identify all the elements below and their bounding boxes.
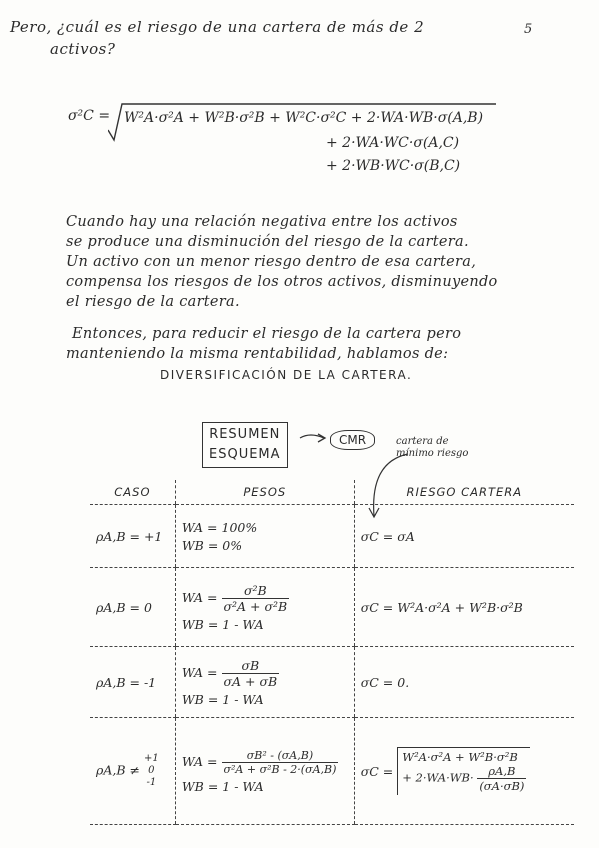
weight-fraction-line bbox=[182, 583, 348, 614]
formula-radicand-line-3: + 2·WB·WC·σ(B,C) bbox=[326, 158, 461, 174]
header-riesgo-cartera: RIESGO CARTERA bbox=[354, 480, 574, 505]
paragraph-1-line: el riesgo de la cartera. bbox=[66, 294, 240, 310]
diversification-heading: DIVERSIFICACIÓN DE LA CARTERA. bbox=[160, 368, 413, 382]
fraction-denominator: σ²A + σ²B bbox=[223, 598, 288, 614]
table-header-row bbox=[90, 480, 574, 505]
case-cell: ρA,B = -1 bbox=[90, 647, 175, 718]
risk-fraction bbox=[477, 764, 526, 793]
case-values bbox=[144, 753, 159, 789]
weight-lhs: WA = bbox=[181, 589, 218, 605]
paragraph-2-line: manteniendo la misma rentabilidad, hablamos de: bbox=[66, 346, 449, 362]
risk-line-1: W²A·σ²A + W²B·σ²B bbox=[402, 750, 518, 764]
paragraph-1-line: Cuando hay una relación negativa entre los activos bbox=[66, 214, 458, 230]
fraction-numerator: ρA,B bbox=[477, 764, 526, 779]
weight-line: WB = 1 - WA bbox=[181, 616, 264, 632]
risk-sqrt bbox=[397, 747, 530, 795]
weights-cell bbox=[175, 568, 354, 647]
paragraph-1-line: Un activo con un menor riesgo dentro de esa cartera, bbox=[66, 254, 477, 270]
formula-radicand-line-2: + 2·WA·WC·σ(A,C) bbox=[326, 135, 460, 151]
summary-label-line-2: ESQUEMA bbox=[209, 447, 281, 462]
paragraph-2 bbox=[66, 324, 586, 364]
fraction-numerator: σB bbox=[222, 658, 280, 674]
case-prefix: ρA,B ≠ bbox=[96, 762, 140, 778]
risk-lhs: σC = bbox=[360, 763, 394, 779]
table-row bbox=[90, 718, 574, 825]
weight-line: WB = 1 - WA bbox=[181, 778, 264, 794]
header-pesos: PESOS bbox=[175, 480, 354, 505]
cmr-note-line-2: mínimo riesgo bbox=[396, 448, 469, 459]
case-value: -1 bbox=[146, 777, 157, 788]
risk-cell: σC = 0. bbox=[354, 647, 574, 718]
paragraph-1-line: se produce una disminución del riesgo de la cartera. bbox=[66, 234, 469, 250]
weights-cell bbox=[175, 647, 354, 718]
header-caso: CASO bbox=[90, 480, 175, 505]
weights-cell bbox=[175, 718, 354, 825]
fraction-numerator: σB² - (σA,B) bbox=[222, 749, 339, 763]
weight-line: WB = 0% bbox=[181, 537, 243, 553]
header-line-1: Pero, ¿cuál es el riesgo de una cartera de más de 2 bbox=[10, 18, 425, 36]
weight-lhs: WA = bbox=[181, 753, 218, 769]
case-cell: ρA,B = 0 bbox=[90, 568, 175, 647]
weights-cell bbox=[175, 505, 354, 568]
weight-fraction bbox=[222, 749, 339, 776]
formula-radicand-line-1: W²A·σ²A + W²B·σ²B + W²C·σ²C + 2·WA·WB·σ(A,B) bbox=[124, 110, 484, 126]
case-value: +1 bbox=[143, 753, 159, 764]
weight-line: WB = 1 - WA bbox=[181, 691, 264, 707]
weight-fraction-line bbox=[182, 749, 348, 776]
fraction-denominator: σ²A + σ²B - 2·(σA,B) bbox=[223, 762, 337, 776]
weight-line: WA = 100% bbox=[181, 519, 258, 535]
fraction-denominator: (σA·σB) bbox=[479, 779, 525, 793]
weight-lhs: WA = bbox=[181, 664, 218, 680]
paragraph-2-line: Entonces, para reducir el riesgo de la cartera pero bbox=[72, 326, 462, 342]
table-row bbox=[90, 568, 574, 647]
paragraph-1 bbox=[66, 212, 586, 312]
paragraph-1-line: compensa los riesgos de los otros activos, disminuyendo bbox=[66, 274, 498, 290]
risk-cell: σC = W²A·σ²A + W²B·σ²B bbox=[354, 568, 574, 647]
summary-label-box bbox=[202, 422, 288, 468]
cmr-bubble: CMR bbox=[330, 430, 375, 450]
formula-lhs: σ²C = bbox=[68, 108, 111, 124]
page-number: 5 bbox=[524, 22, 533, 37]
risk-line-2 bbox=[402, 764, 526, 793]
weight-fraction-line bbox=[182, 658, 348, 689]
weight-fraction bbox=[222, 658, 280, 689]
cmr-note-line-1: cartera de bbox=[396, 436, 449, 447]
case-value: 0 bbox=[148, 765, 155, 776]
weight-fraction bbox=[222, 583, 290, 614]
table-row bbox=[90, 647, 574, 718]
risk-line-2-text: + 2·WA·WB· bbox=[402, 770, 474, 785]
risk-cell: σC = σA bbox=[354, 505, 574, 568]
table-row bbox=[90, 505, 574, 568]
case-cell: ρA,B = +1 bbox=[90, 505, 175, 568]
summary-table bbox=[90, 480, 574, 825]
fraction-denominator: σA + σB bbox=[223, 673, 278, 689]
summary-label-line-1: RESUMEN bbox=[209, 427, 281, 442]
header-line-2: activos? bbox=[50, 40, 116, 58]
case-cell bbox=[90, 718, 175, 825]
arrow-right-icon bbox=[298, 430, 328, 446]
fraction-numerator: σ²B bbox=[222, 583, 290, 599]
risk-cell bbox=[354, 718, 574, 825]
